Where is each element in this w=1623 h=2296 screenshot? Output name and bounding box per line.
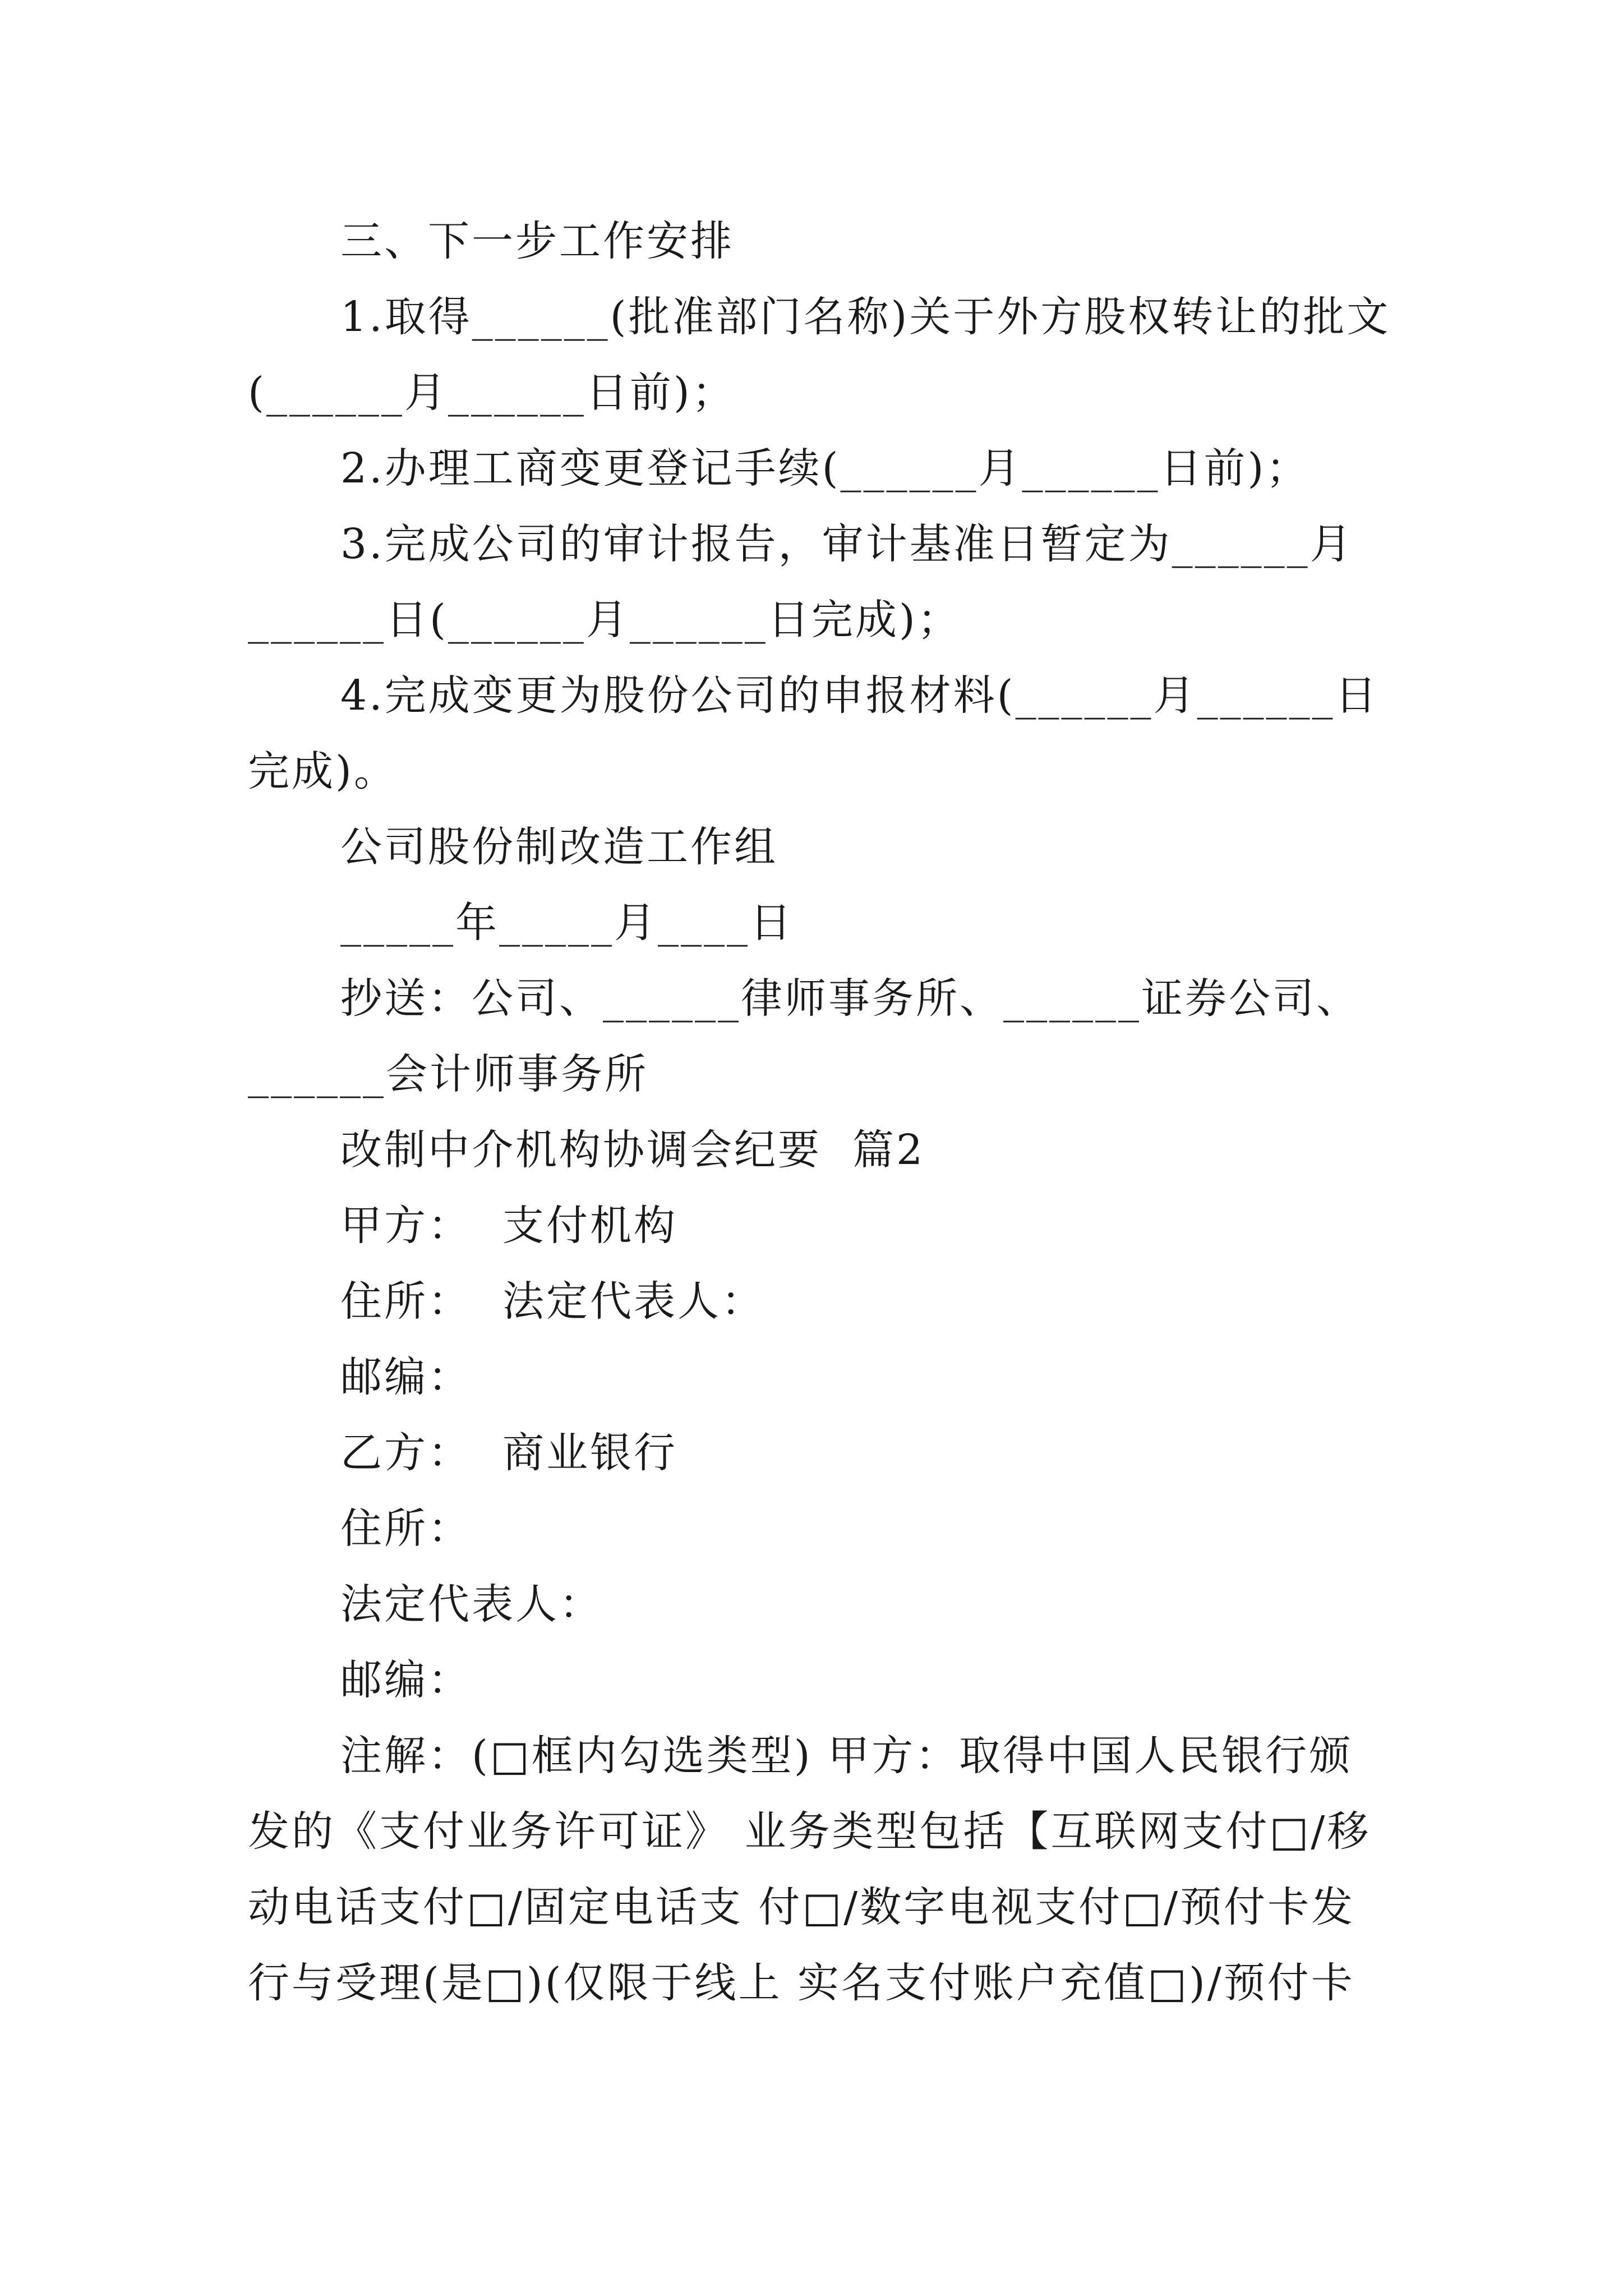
item-3-line-2: ______日(______月______日完成)；	[248, 596, 961, 644]
party-a-postcode: 邮编：	[340, 1353, 472, 1401]
section-heading: 三、下一步工作安排	[340, 217, 734, 265]
note-line-1: 注解：(□框内勾选类型) 甲方：取得中国人民银行颁	[340, 1732, 1353, 1780]
party-a-address: 住所： 法定代表人：	[340, 1277, 766, 1326]
item-4-line-2: 完成)。	[248, 747, 398, 795]
item-2: 2.办理工商变更登记手续(______月______日前)；	[340, 444, 1310, 493]
item-4-line-1: 4.完成变更为股份公司的申报材料(______月______日	[340, 671, 1379, 720]
item-1-line-2: (______月______日前)；	[248, 369, 736, 417]
section-2-title: 改制中介机构协调会纪要 篇2	[340, 1126, 925, 1174]
signature-org: 公司股份制改造工作组	[340, 823, 778, 871]
party-b-postcode: 邮编：	[340, 1656, 472, 1704]
item-3-line-1: 3.完成公司的审计报告，审计基准日暂定为______月	[340, 520, 1354, 568]
item-1-line-1: 1.取得______(批准部门名称)关于外方股权转让的批文	[340, 293, 1391, 341]
note-line-2: 发的《支付业务许可证》 业务类型包括【互联网支付□/移	[248, 1807, 1371, 1856]
party-a: 甲方： 支付机构	[340, 1202, 678, 1250]
party-b-representative: 法定代表人：	[340, 1580, 603, 1628]
party-b-address: 住所：	[340, 1504, 472, 1553]
signature-date: _____年_____月____日	[340, 899, 794, 947]
cc-line-2: ______会计师事务所	[248, 1050, 648, 1098]
note-line-4: 行与受理(是□)(仅限于线上 实名支付账户充值□)/预付卡	[248, 1959, 1355, 2007]
cc-line-1: 抄送：公司、______律师事务所、______证券公司、	[340, 974, 1360, 1023]
note-line-3: 动电话支付□/固定电话支 付□/数字电视支付□/预付卡发	[248, 1883, 1355, 1931]
party-b: 乙方： 商业银行	[340, 1429, 678, 1477]
